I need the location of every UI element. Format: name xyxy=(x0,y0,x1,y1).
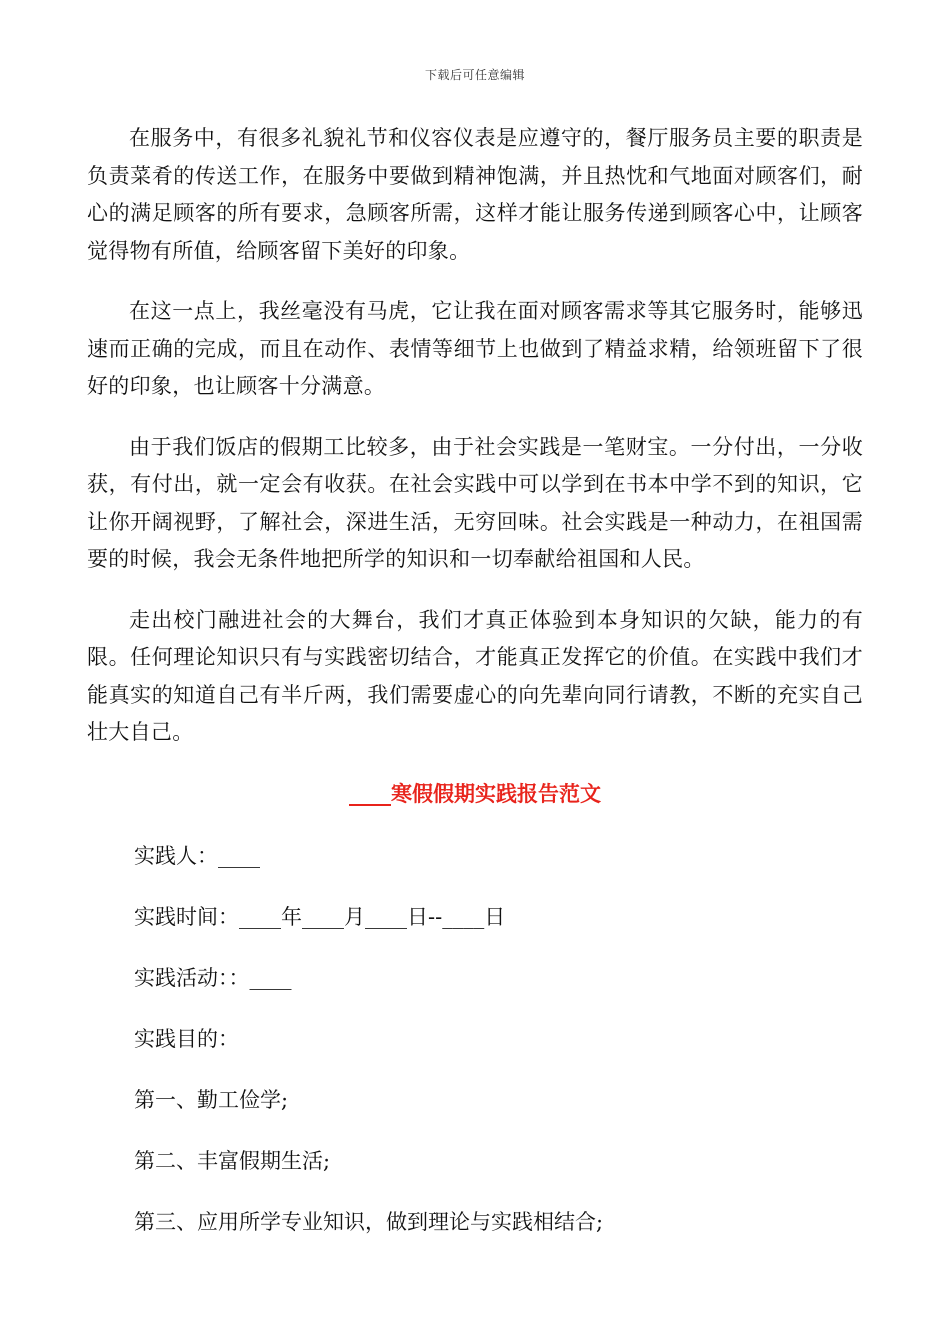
paragraph-2: 在这一点上，我丝毫没有马虎，它让我在面对顾客需求等其它服务时，能够迅速而正确的完成，而且在动作、表情等细节上也做到了精益求精，给领班留下了很好的印象，也让顾客十分满意。 xyxy=(87,299,863,398)
purpose-item-1: 第一、勤工俭学; xyxy=(134,1087,289,1112)
paragraph-4: 走出校门融进社会的大舞台，我们才真正体验到本身知识的欠缺，能力的有限。任何理论知识只有与实践密切结合，才能真正发挥它的价值。在实践中我们才能真实的知道自己有半斤两，我们需要虚心的向先辈向同行请教，不断的充实自己壮大自己。 xyxy=(87,607,863,744)
purpose-item-2: 第二、丰富假期生活; xyxy=(134,1148,331,1173)
document-body xyxy=(87,120,863,1265)
section-title: ____寒假假期实践报告范文 xyxy=(349,780,601,806)
field-practice-time: 实践时间：____年____月____日--____日 xyxy=(134,904,506,929)
paragraph-3: 由于我们饭店的假期工比较多，由于社会实践是一笔财宝。一分付出，一分收获，有付出，就一定会有收获。在社会实践中可以学到在书本中学不到的知识，它让你开阔视野，了解社会，深进生活，无穷回味。社会实践是一种动力，在祖国需要的时候，我会无条件地把所学的知识和一切奉献给祖国和人民。 xyxy=(87,434,863,571)
purpose-item-3: 第三、应用所学专业知识，做到理论与实践相结合; xyxy=(134,1209,604,1234)
field-practice-activity: 实践活动：：____ xyxy=(134,965,292,990)
paragraph-1: 在服务中，有很多礼貌礼节和仪容仪表是应遵守的，餐厅服务员主要的职责是负责菜肴的传送工作，在服务中要做到精神饱满，并且热忱和气地面对顾客们，耐心的满足顾客的所有要求，急顾客所需，这样才能让服务传递到顾客心中，让顾客觉得物有所值，给顾客留下美好的印象。 xyxy=(87,126,863,263)
field-practice-purpose: 实践目的： xyxy=(134,1026,239,1051)
field-practitioner: 实践人：____ xyxy=(134,843,260,868)
page-header: 下载后可任意编辑 xyxy=(424,68,525,82)
